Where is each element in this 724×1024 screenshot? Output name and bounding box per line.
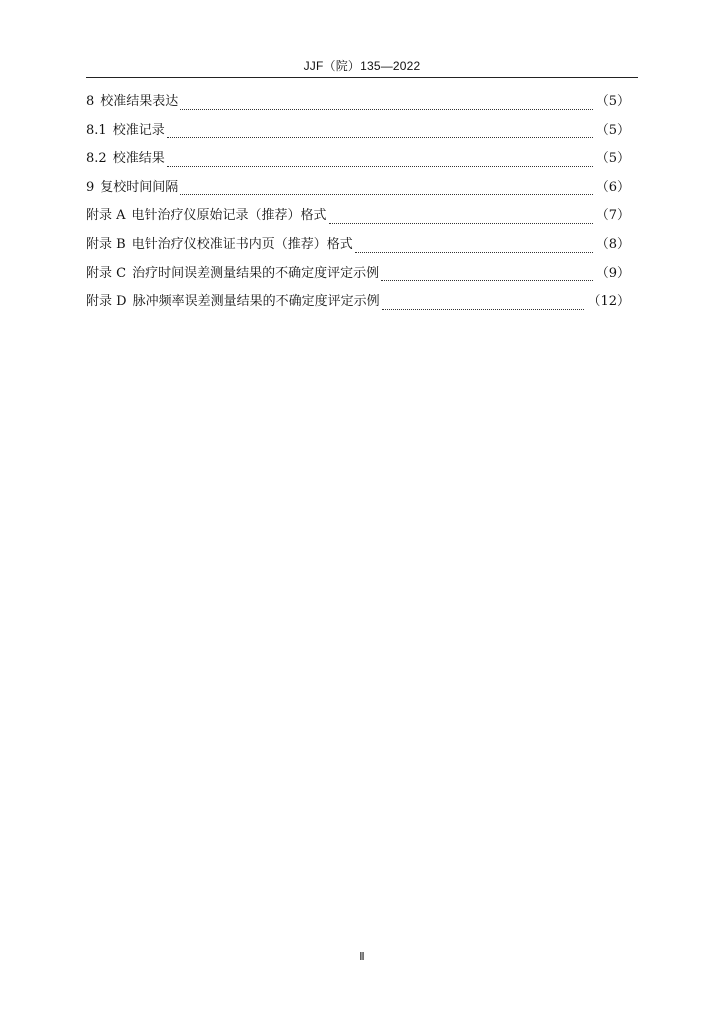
toc-dot-leader — [167, 157, 593, 169]
toc-entry-number: 8 — [86, 94, 95, 109]
toc-entry-page: （12） — [587, 294, 630, 310]
toc-entry-number: 附录 D — [86, 294, 127, 310]
toc-entry[interactable] — [86, 177, 630, 206]
toc-entry[interactable] — [86, 291, 630, 320]
toc-entry-page: （6） — [595, 179, 630, 195]
toc-entry-page: （7） — [595, 208, 630, 224]
page-number: Ⅱ — [359, 951, 365, 963]
toc-entry-title: 治疗时间误差测量结果的不确定度评定示例 — [132, 265, 380, 281]
toc-entry-page: （5） — [595, 122, 630, 138]
toc-entry-number: 附录 B — [86, 236, 126, 252]
toc-dot-leader — [329, 214, 593, 226]
toc-entry-page: （9） — [595, 265, 630, 281]
toc-entry[interactable] — [86, 234, 630, 263]
toc-entry-label — [86, 234, 353, 256]
toc-entry-title: 脉冲频率误差测量结果的不确定度评定示例 — [132, 294, 380, 310]
toc-entry-number: 9 — [86, 179, 95, 195]
toc-entry-title: 电针治疗仪原始记录（推荐）格式 — [131, 208, 327, 224]
toc-entry-label — [86, 291, 380, 313]
toc-dot-leader — [180, 100, 592, 112]
toc-entry-number: 附录 A — [86, 208, 126, 224]
toc-entry-page: （5） — [595, 94, 630, 109]
toc-entry-page: （5） — [595, 151, 630, 167]
toc-entry-title: 校准结果 — [112, 151, 165, 167]
toc-entry[interactable] — [86, 148, 630, 177]
toc-dot-leader — [180, 185, 592, 197]
toc-entry-label — [86, 148, 165, 170]
toc-entry-number: 附录 C — [86, 265, 127, 281]
toc-entry[interactable] — [86, 263, 630, 292]
toc-entry-label — [86, 263, 379, 285]
toc-entry[interactable] — [86, 205, 630, 234]
toc-entry[interactable] — [86, 120, 630, 149]
toc-dot-leader — [381, 271, 593, 283]
toc-entry-label — [86, 91, 178, 113]
toc-dot-leader — [355, 243, 593, 255]
toc-dot-leader — [382, 300, 585, 312]
table-of-contents — [86, 91, 630, 320]
toc-entry-title: 电针治疗仪校准证书内页（推荐）格式 — [131, 236, 353, 252]
toc-entry[interactable] — [86, 91, 630, 120]
toc-entry-title: 复校时间间隔 — [100, 179, 179, 195]
toc-entry-number: 8.1 — [86, 122, 107, 138]
toc-entry-title: 校准结果表达 — [100, 94, 179, 109]
toc-entry-page: （8） — [595, 236, 630, 252]
toc-entry-label — [86, 120, 165, 142]
toc-entry-label — [86, 205, 327, 227]
toc-dot-leader — [167, 128, 593, 140]
running-header: JJF（院）135—2022 — [303, 59, 421, 73]
toc-entry-label — [86, 177, 178, 199]
toc-entry-number: 8.2 — [86, 151, 107, 167]
header-rule — [86, 77, 638, 78]
toc-entry-title: 校准记录 — [112, 122, 165, 138]
